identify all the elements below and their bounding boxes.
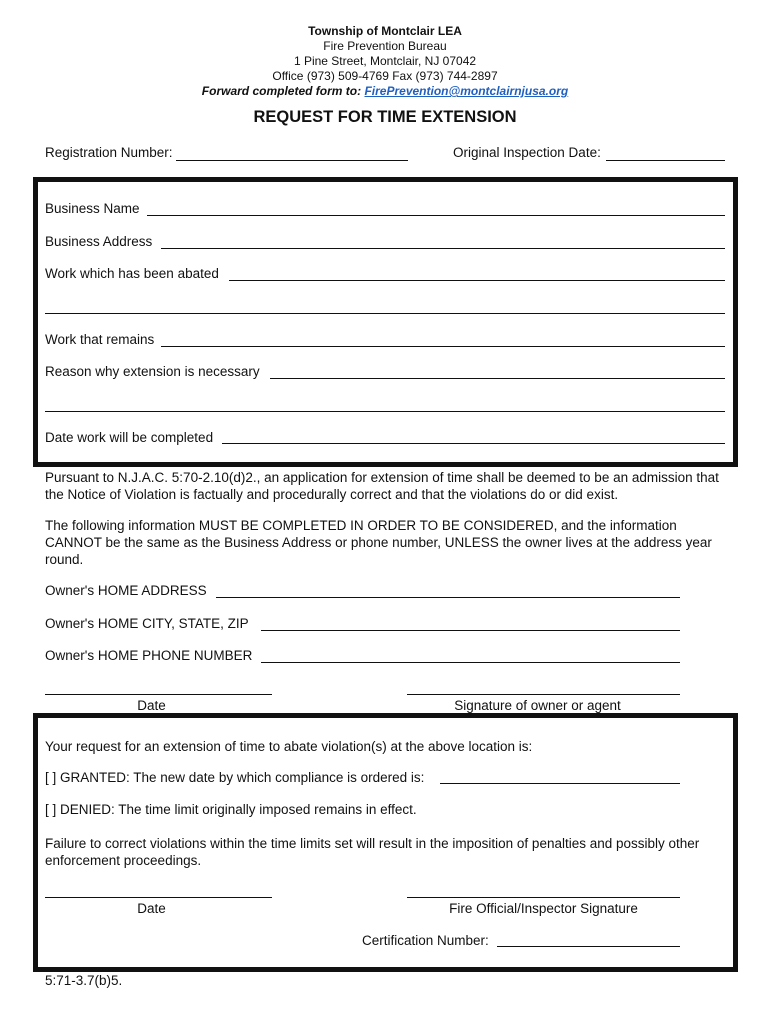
- owner-signature-field[interactable]: [407, 694, 680, 695]
- official-date-field[interactable]: [45, 897, 272, 898]
- code-reference: 5:71-3.7(b)5.: [45, 973, 123, 988]
- owner-address-field[interactable]: [216, 597, 680, 598]
- certification-label: Certification Number:: [362, 933, 489, 948]
- email-link[interactable]: FirePrevention@montclairnjusa.org: [364, 84, 569, 98]
- business-info-box: [33, 177, 738, 467]
- failure-notice: Failure to correct violations within the time limits set will result in the imposition of penalties and possibly other enforcement proceedings.: [45, 836, 700, 868]
- bureau-address: 1 Pine Street, Montclair, NJ 07042: [293, 54, 477, 68]
- forward-label: Forward completed form to:: [201, 84, 362, 98]
- required-info-notice: The following information MUST BE COMPLETED IN ORDER TO BE CONSIDERED, and the information CANNOT be the same as the Business Address or phone number, UNLESS the owner lives at the address year round.: [45, 518, 712, 567]
- business-address-field[interactable]: [161, 248, 725, 249]
- bureau-name: Fire Prevention Bureau: [323, 39, 447, 53]
- bureau-phone: Office (973) 509-4769 Fax (973) 744-2897: [272, 69, 498, 83]
- pursuant-notice: Pursuant to N.J.A.C. 5:70-2.10(d)2., an application for extension of time shall be deemed to be an admission that the Notice of Violation is factually and procedurally correct and that the violations do or did exist.: [45, 470, 719, 502]
- org-name: Township of Montclair LEA: [308, 24, 462, 38]
- certification-field[interactable]: [497, 946, 680, 947]
- work-remains-field[interactable]: [161, 346, 725, 347]
- owner-phone-label: Owner's HOME PHONE NUMBER: [45, 648, 253, 663]
- owner-city-label: Owner's HOME CITY, STATE, ZIP: [45, 616, 249, 631]
- reason-field[interactable]: [270, 378, 725, 379]
- granted-date-field[interactable]: [440, 783, 680, 784]
- reason-field-2[interactable]: [45, 411, 725, 412]
- owner-date-label: Date: [137, 698, 166, 713]
- registration-field[interactable]: [176, 160, 408, 161]
- work-remains-label: Work that remains: [45, 332, 155, 347]
- business-name-label: Business Name: [45, 201, 140, 216]
- date-completed-field[interactable]: [222, 443, 725, 444]
- registration-label: Registration Number:: [45, 145, 173, 160]
- business-address-label: Business Address: [45, 234, 153, 249]
- owner-date-field[interactable]: [45, 694, 272, 695]
- work-abated-label: Work which has been abated: [45, 266, 219, 281]
- official-signature-field[interactable]: [407, 897, 680, 898]
- date-completed-label: Date work will be completed: [45, 430, 214, 445]
- forward-line: [0, 84, 770, 99]
- official-signature-label: Fire Official/Inspector Signature: [449, 901, 638, 916]
- reason-label: Reason why extension is necessary: [45, 364, 260, 379]
- decision-intro: Your request for an extension of time to abate violation(s) at the above location is:: [45, 739, 533, 754]
- official-date-label: Date: [137, 901, 166, 916]
- owner-signature-label: Signature of owner or agent: [454, 698, 621, 713]
- inspection-date-field[interactable]: [606, 160, 725, 161]
- business-name-field[interactable]: [147, 215, 725, 216]
- page-title: REQUEST FOR TIME EXTENSION: [253, 108, 517, 126]
- owner-address-label: Owner's HOME ADDRESS: [45, 583, 207, 598]
- owner-phone-field[interactable]: [261, 662, 680, 663]
- work-abated-field-2[interactable]: [45, 313, 725, 314]
- work-abated-field[interactable]: [229, 280, 725, 281]
- denied-label[interactable]: [ ] DENIED: The time limit originally imposed remains in effect.: [45, 802, 417, 817]
- inspection-date-label: Original Inspection Date:: [453, 145, 601, 160]
- owner-city-field[interactable]: [261, 630, 680, 631]
- granted-label[interactable]: [ ] GRANTED: The new date by which compliance is ordered is:: [45, 770, 425, 785]
